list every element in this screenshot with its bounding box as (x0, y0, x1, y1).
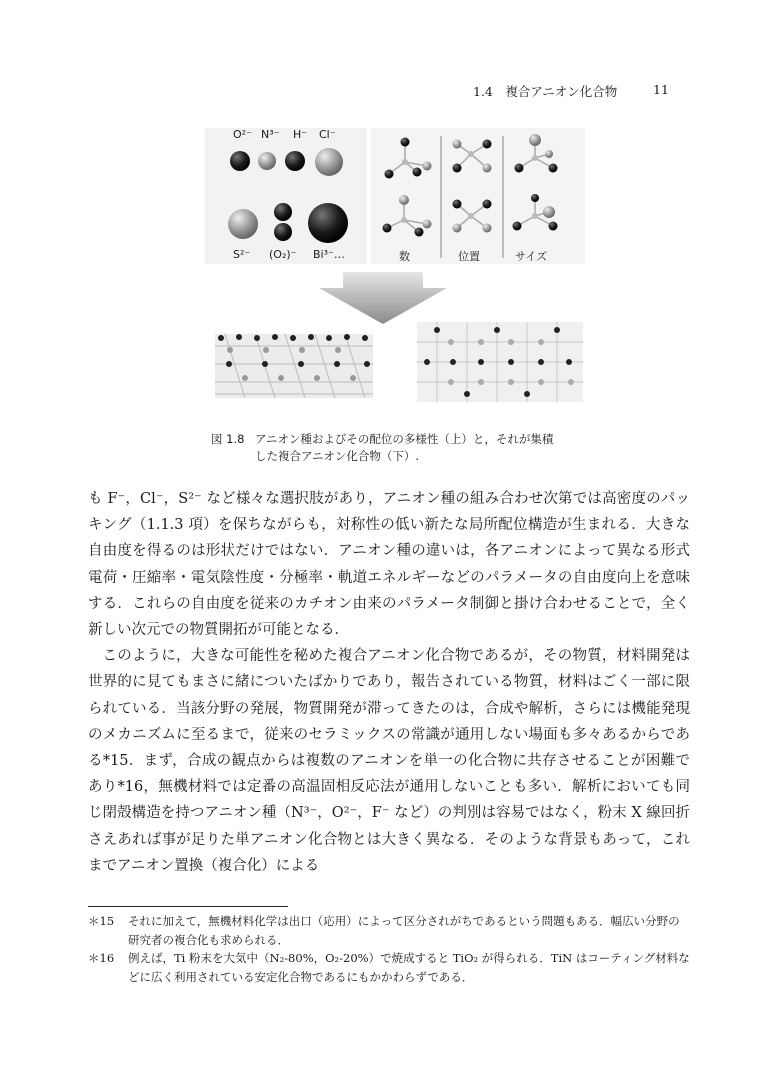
cl-anion (315, 148, 343, 176)
caption-line-2: した複合アニオン化合物（下）. (255, 449, 420, 463)
figure-1-8 (205, 128, 585, 428)
label-s2: S²⁻ (233, 248, 251, 261)
anion-panel (205, 128, 367, 264)
o2-anion (230, 151, 250, 171)
label-size: サイズ (515, 250, 548, 263)
down-arrow-icon (319, 272, 447, 324)
label-position: 位置 (458, 250, 480, 263)
footnote-mark: ＊16 (88, 951, 115, 965)
label-o2: O²⁻ (233, 128, 252, 141)
footnotes (88, 912, 690, 986)
footnote-16 (88, 949, 690, 986)
body-text (88, 486, 690, 879)
figure-caption (211, 431, 591, 465)
page-number: 11 (653, 82, 669, 97)
label-n3: N³⁻ (261, 128, 280, 141)
footnote-rule (88, 906, 288, 907)
s2-anion (228, 209, 258, 239)
paragraph-2: このように，大きな可能性を秘めた複合アニオン化合物であるが，その物質，材料開発は世界的に見てもまさに緒についたばかりであり，報告されている物質，材料はごく一部に限られている．当該分野の発展，物質開発が滞ってきたのは，合成や解析，さらには機能発現のメカニズムに至るまで，従来のセラミックスの常識が通用しない場面も多々あるからである*15．まず，合成の観点からは複数のアニオンを単一の化合物に共存させることが困難であり*16，無機材料では定番の高温固相反応法が通用しないことも多い．解析においても同じ閉殻構造を持つアニオン種（N³⁻，O²⁻，F⁻ など）の判別は容易ではなく，粉末 X 線回折さえあれば事が足りた単アニオン化合物とは大きく異なる．そのような背景もあって，これまでアニオン置換（複合化）による (88, 648, 690, 874)
label-number: 数 (399, 250, 410, 263)
caption-number: 図 1.8 (211, 432, 245, 446)
label-h: H⁻ (293, 128, 308, 141)
caption-line-1: アニオン種およびその配位の多様性（上）と，それが集積 (255, 432, 554, 446)
crystal-structure-left (215, 334, 373, 398)
section-title: 1.4 複合アニオン化合物 (473, 84, 618, 99)
footnote-mark: ＊15 (88, 914, 115, 928)
figure-illustration (205, 128, 585, 428)
crystal-structure-right (417, 322, 583, 402)
footnote-text: それに加えて，無機材料化学は出口（応用）によって区分されがちであるという問題もある．幅広い分野の研究者の複合化も求められる． (128, 914, 680, 947)
paragraph-1: も F⁻，Cl⁻，S²⁻ など様々な選択肢があり，アニオン種の組み合わせ次第では高密度のパッキング（1.1.3 項）を保ちながらも，対称性の低い新たな局所配位構造が生まれる．大きな自由度を得るのは形状だけではない．アニオン種の違いは，各アニオンによって異なる形式電荷・圧縮率・電気陰性度・分極率・軌道エネルギーなどのパラメータの自由度向上を意味する．これらの自由度を従来のカチオン由来のパラメータ制御と掛け合わせることで，全く新しい次元での物質開拓が可能となる． (88, 491, 690, 639)
footnote-15 (88, 912, 690, 949)
o2-dimer-bottom (274, 223, 292, 241)
label-bi3: Bi³⁻… (313, 248, 345, 261)
running-header (0, 82, 776, 102)
label-cl: Cl⁻ (319, 128, 336, 141)
label-o2-superoxide: (O₂)⁻ (269, 248, 297, 261)
o2-dimer-top (274, 203, 292, 221)
footnote-text: 例えば，Ti 粉末を大気中（N₂-80%，O₂-20%）で焼成すると TiO₂ が得られる．TiN はコーティング材料などに広く利用されている安定化合物であるにもかかわらずである． (128, 951, 690, 984)
bi3-anion (308, 203, 348, 243)
h-anion (285, 151, 305, 171)
n3-anion (258, 152, 276, 170)
